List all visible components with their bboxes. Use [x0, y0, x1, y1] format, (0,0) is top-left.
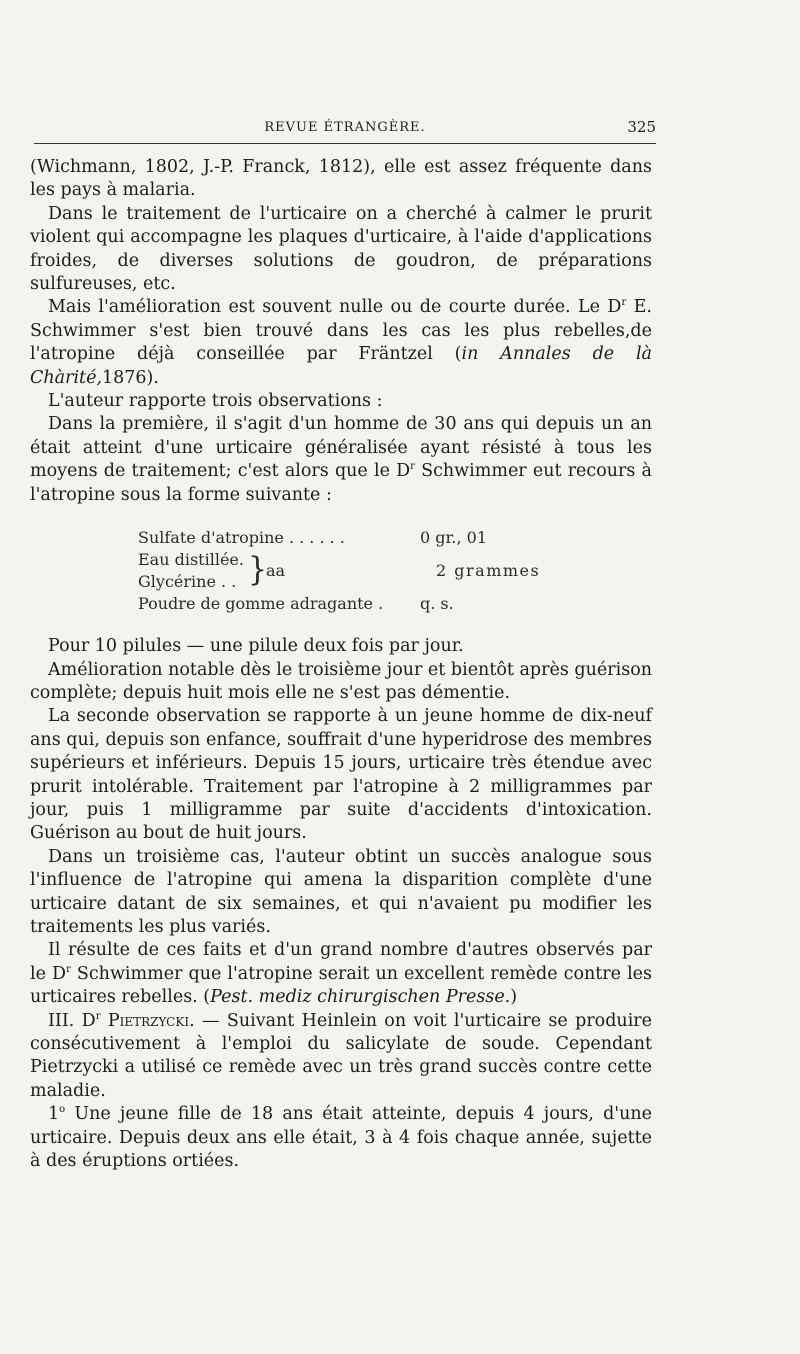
formula-amount: 0 gr., 01 — [420, 528, 488, 548]
paragraph: Dans un troisième cas, l'auteur obtint un succès analogue sous l'influence de l'atropine qui amena la disparition complète d'une urticaire datant de six semaines, et qui n'avaient pu modifier les traitements les plus variés. — [30, 846, 652, 937]
formula-ingredient: Eau distillée. — [138, 550, 244, 570]
formula-brace-group — [138, 549, 568, 593]
formula-row — [138, 527, 568, 549]
paragraph: (Wichmann, 1802, J.-P. Franck, 1812), elle est assez fréquente dans les pays à malaria. — [30, 157, 652, 201]
paragraph: Dans la première, il s'agit d'un homme de 30 ans qui depuis un an était atteint d'une urticaire généralisée ayant résisté à tous les moyens de traitement; c'est alors que le $D^r$ Schwimmer eut recours à l'atropine sous la forme suivante : — [30, 414, 652, 505]
header-rule — [34, 143, 656, 144]
paragraph: Dans le traitement de l'urticaire on a cherché à calmer le prurit violent qui accompagne les plaques d'urticaire, à l'aide d'applications froides, de diverses solutions de goudron, de préparations sulfureuses, etc. — [30, 203, 652, 295]
paragraph: Pour 10 pilules — une pilule deux fois par jour. — [48, 636, 464, 657]
paragraph: Amélioration notable dès le troisième jour et bientôt après guérison complète; depuis huit mois elle ne s'est pas démentie. — [30, 659, 652, 703]
paragraph: 1$^o$ Une jeune fille de 18 ans était atteinte, depuis 4 jours, d'une urticaire. Depuis deux ans elle était, 3 à 4 fois chaque année, sujette à des éruptions ortiées. — [30, 1104, 652, 1172]
paragraph: L'auteur rapporte trois observations : — [48, 391, 383, 412]
formula-ingredient: Glycérine . . — [138, 572, 237, 592]
author-name: Pietrzycki. — [100, 1010, 195, 1031]
body-text — [30, 156, 652, 1173]
paragraph: III. $D^r$ Pietrzycki. — Suivant Heinlein on voit l'urticaire se produire consécutivement à l'emploi du salicylate de soude. Cependant Pietrzycki a utilisé ce remède avec un très grand succès contre cette maladie. — [30, 1010, 653, 1101]
formula-ingredient: Sulfate d'atropine . . . . . . — [138, 528, 345, 548]
paragraph: La seconde observation se rapporte à un jeune homme de dix-neuf ans qui, depuis son enfance, souffrait d'une hyperidrose des membres supérieurs et inférieurs. Depuis 15 jours, urticaire très étendue avec prurit intolérable. Traitement par l'atropine à 2 milligrammes par jour, puis 1 milligramme par suite d'accidents d'intoxication. Guérison au bout de huit jours. — [30, 706, 652, 844]
running-header — [34, 118, 656, 140]
page-number: 325 — [627, 118, 656, 136]
paragraph: Il résulte de ces faits et d'un grand nombre d'autres observés par le $D^r$ Schwimmer que l'atropine serait un excellent remède contre les urticaires rebelles. (Pest. mediz chirurgischen Presse.) — [30, 940, 652, 1008]
formula-amount: 2 grammes — [436, 561, 541, 581]
paragraph: Mais l'amélioration est souvent nulle ou de courte durée. Le $D^r$ E. Schwimmer s'est bien trouvé dans les cas les plus rebelles,de l'atropine déjà conseillée par Fräntzel (in Annales de là Chàrité,1876). — [30, 297, 652, 388]
prescription-formula — [138, 527, 568, 615]
formula-amount: q. s. — [420, 594, 454, 614]
formula-ingredient: Poudre de gomme adragante . — [138, 594, 384, 614]
formula-aa: aa — [266, 561, 286, 581]
brace-symbol: } — [248, 550, 268, 589]
running-title: REVUE ÉTRANGÈRE. — [264, 120, 426, 135]
formula-row — [138, 593, 568, 615]
